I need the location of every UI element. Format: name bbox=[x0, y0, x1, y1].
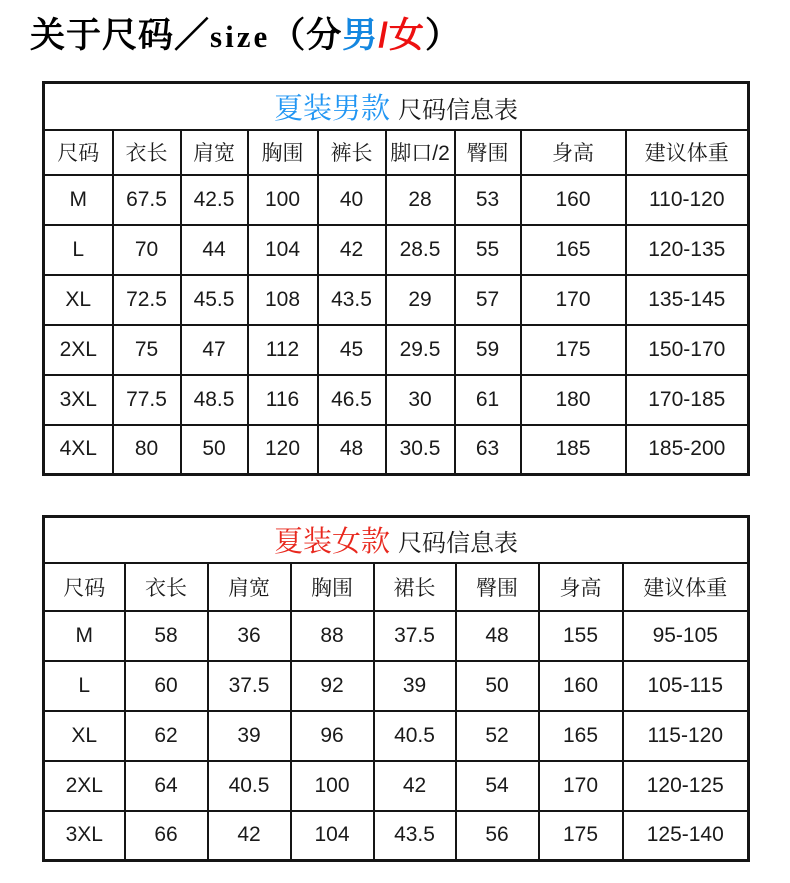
size-value-cell: 39 bbox=[208, 711, 291, 761]
table-row-men-M bbox=[44, 175, 749, 225]
size-value-cell: 29 bbox=[386, 275, 455, 325]
page-title-cn: 关于尺码 bbox=[30, 16, 175, 55]
size-value-cell: 104 bbox=[248, 225, 318, 275]
table-title-row-men bbox=[44, 83, 749, 130]
table-row-men-2XL bbox=[44, 325, 749, 375]
column-header-women-6: 身高 bbox=[539, 563, 623, 611]
size-value-cell: 45.5 bbox=[181, 275, 248, 325]
size-value-cell: 88 bbox=[291, 611, 374, 661]
page-title-close-paren: ） bbox=[425, 16, 462, 55]
column-header-men-4: 裤长 bbox=[318, 130, 386, 175]
size-value-cell: 42 bbox=[374, 761, 456, 811]
table-row-women-M bbox=[44, 611, 749, 661]
size-value-cell: 110-120 bbox=[626, 175, 749, 225]
size-label-cell: L bbox=[44, 225, 113, 275]
table-title-row-women bbox=[44, 517, 749, 563]
size-label-cell: 2XL bbox=[44, 761, 125, 811]
size-value-cell: 116 bbox=[248, 375, 318, 425]
size-value-cell: 115-120 bbox=[623, 711, 749, 761]
size-value-cell: 48 bbox=[318, 425, 386, 475]
header-row-women bbox=[44, 563, 749, 611]
size-value-cell: 120-125 bbox=[623, 761, 749, 811]
size-value-cell: 29.5 bbox=[386, 325, 455, 375]
size-value-cell: 54 bbox=[456, 761, 539, 811]
column-header-women-0: 尺码 bbox=[44, 563, 125, 611]
size-table-men bbox=[42, 81, 750, 476]
size-value-cell: 37.5 bbox=[208, 661, 291, 711]
size-value-cell: 30.5 bbox=[386, 425, 455, 475]
column-header-men-0: 尺码 bbox=[44, 130, 113, 175]
size-value-cell: 72.5 bbox=[113, 275, 181, 325]
table-row-women-L bbox=[44, 661, 749, 711]
size-value-cell: 52 bbox=[456, 711, 539, 761]
size-value-cell: 155 bbox=[539, 611, 623, 661]
table-title-colored-men: 夏装男款 bbox=[274, 92, 391, 125]
column-header-women-7: 建议体重 bbox=[623, 563, 749, 611]
size-value-cell: 43.5 bbox=[318, 275, 386, 325]
size-value-cell: 61 bbox=[455, 375, 521, 425]
header-row-men bbox=[44, 130, 749, 175]
table-row-men-L bbox=[44, 225, 749, 275]
size-label-cell: L bbox=[44, 661, 125, 711]
size-value-cell: 30 bbox=[386, 375, 455, 425]
size-value-cell: 60 bbox=[125, 661, 208, 711]
size-label-cell: M bbox=[44, 175, 113, 225]
table-row-women-2XL bbox=[44, 761, 749, 811]
size-value-cell: 170 bbox=[521, 275, 626, 325]
table-row-men-4XL bbox=[44, 425, 749, 475]
size-value-cell: 100 bbox=[248, 175, 318, 225]
size-value-cell: 40 bbox=[318, 175, 386, 225]
size-value-cell: 135-145 bbox=[626, 275, 749, 325]
size-value-cell: 95-105 bbox=[623, 611, 749, 661]
column-header-women-3: 胸围 bbox=[291, 563, 374, 611]
size-value-cell: 77.5 bbox=[113, 375, 181, 425]
size-value-cell: 80 bbox=[113, 425, 181, 475]
size-value-cell: 40.5 bbox=[374, 711, 456, 761]
size-table-women bbox=[42, 515, 750, 862]
size-value-cell: 55 bbox=[455, 225, 521, 275]
column-header-men-2: 肩宽 bbox=[181, 130, 248, 175]
column-header-women-4: 裙长 bbox=[374, 563, 456, 611]
size-value-cell: 66 bbox=[125, 811, 208, 861]
size-value-cell: 165 bbox=[539, 711, 623, 761]
size-value-cell: 63 bbox=[455, 425, 521, 475]
size-value-cell: 105-115 bbox=[623, 661, 749, 711]
size-value-cell: 57 bbox=[455, 275, 521, 325]
size-value-cell: 70 bbox=[113, 225, 181, 275]
size-value-cell: 40.5 bbox=[208, 761, 291, 811]
size-value-cell: 43.5 bbox=[374, 811, 456, 861]
column-header-women-1: 衣长 bbox=[125, 563, 208, 611]
size-value-cell: 67.5 bbox=[113, 175, 181, 225]
column-header-women-2: 肩宽 bbox=[208, 563, 291, 611]
size-value-cell: 37.5 bbox=[374, 611, 456, 661]
size-value-cell: 170 bbox=[539, 761, 623, 811]
column-header-men-3: 胸围 bbox=[248, 130, 318, 175]
page-title-open-paren: （ bbox=[270, 16, 307, 55]
size-label-cell: 2XL bbox=[44, 325, 113, 375]
size-value-cell: 53 bbox=[455, 175, 521, 225]
size-value-cell: 108 bbox=[248, 275, 318, 325]
size-value-cell: 125-140 bbox=[623, 811, 749, 861]
size-value-cell: 62 bbox=[125, 711, 208, 761]
size-value-cell: 175 bbox=[539, 811, 623, 861]
size-value-cell: 104 bbox=[291, 811, 374, 861]
table-row-women-XL bbox=[44, 711, 749, 761]
size-value-cell: 58 bbox=[125, 611, 208, 661]
size-label-cell: 3XL bbox=[44, 811, 125, 861]
table-title-rest-women: 尺码信息表 bbox=[398, 530, 519, 558]
size-value-cell: 120 bbox=[248, 425, 318, 475]
table-title-rest-men: 尺码信息表 bbox=[398, 96, 519, 124]
column-header-men-7: 身高 bbox=[521, 130, 626, 175]
size-value-cell: 185 bbox=[521, 425, 626, 475]
size-label-cell: XL bbox=[44, 711, 125, 761]
size-value-cell: 36 bbox=[208, 611, 291, 661]
page-title-fen: 分 bbox=[306, 16, 343, 55]
column-header-women-5: 臀围 bbox=[456, 563, 539, 611]
size-value-cell: 75 bbox=[113, 325, 181, 375]
size-value-cell: 175 bbox=[521, 325, 626, 375]
size-value-cell: 45 bbox=[318, 325, 386, 375]
size-label-cell: 3XL bbox=[44, 375, 113, 425]
size-value-cell: 39 bbox=[374, 661, 456, 711]
size-value-cell: 50 bbox=[181, 425, 248, 475]
size-value-cell: 50 bbox=[456, 661, 539, 711]
table-row-women-3XL bbox=[44, 811, 749, 861]
size-value-cell: 100 bbox=[291, 761, 374, 811]
table-title-colored-women: 夏装女款 bbox=[274, 526, 391, 559]
page-title bbox=[30, 8, 461, 58]
size-value-cell: 165 bbox=[521, 225, 626, 275]
page-title-red-slash: / bbox=[378, 16, 390, 55]
size-value-cell: 64 bbox=[125, 761, 208, 811]
size-value-cell: 46.5 bbox=[318, 375, 386, 425]
page-title-size-en: size bbox=[210, 19, 271, 54]
column-header-men-5: 脚口/2 bbox=[386, 130, 455, 175]
size-value-cell: 47 bbox=[181, 325, 248, 375]
size-value-cell: 185-200 bbox=[626, 425, 749, 475]
size-value-cell: 96 bbox=[291, 711, 374, 761]
size-value-cell: 56 bbox=[456, 811, 539, 861]
page-title-male: 男 bbox=[342, 16, 379, 55]
size-label-cell: XL bbox=[44, 275, 113, 325]
size-value-cell: 48.5 bbox=[181, 375, 248, 425]
column-header-men-6: 臀围 bbox=[455, 130, 521, 175]
size-value-cell: 120-135 bbox=[626, 225, 749, 275]
page-title-female: 女 bbox=[389, 16, 426, 55]
size-value-cell: 92 bbox=[291, 661, 374, 711]
page-title-slash: ／ bbox=[174, 16, 211, 55]
size-value-cell: 42 bbox=[318, 225, 386, 275]
size-label-cell: 4XL bbox=[44, 425, 113, 475]
table-row-men-3XL bbox=[44, 375, 749, 425]
size-value-cell: 42.5 bbox=[181, 175, 248, 225]
size-value-cell: 150-170 bbox=[626, 325, 749, 375]
table-title-cell-women bbox=[44, 517, 749, 563]
column-header-men-1: 衣长 bbox=[113, 130, 181, 175]
column-header-men-8: 建议体重 bbox=[626, 130, 749, 175]
size-value-cell: 160 bbox=[521, 175, 626, 225]
size-value-cell: 59 bbox=[455, 325, 521, 375]
size-value-cell: 160 bbox=[539, 661, 623, 711]
table-row-men-XL bbox=[44, 275, 749, 325]
size-value-cell: 112 bbox=[248, 325, 318, 375]
size-label-cell: M bbox=[44, 611, 125, 661]
size-value-cell: 170-185 bbox=[626, 375, 749, 425]
size-value-cell: 44 bbox=[181, 225, 248, 275]
table-title-cell-men bbox=[44, 83, 749, 130]
size-value-cell: 28.5 bbox=[386, 225, 455, 275]
size-value-cell: 42 bbox=[208, 811, 291, 861]
size-value-cell: 48 bbox=[456, 611, 539, 661]
size-value-cell: 28 bbox=[386, 175, 455, 225]
size-value-cell: 180 bbox=[521, 375, 626, 425]
